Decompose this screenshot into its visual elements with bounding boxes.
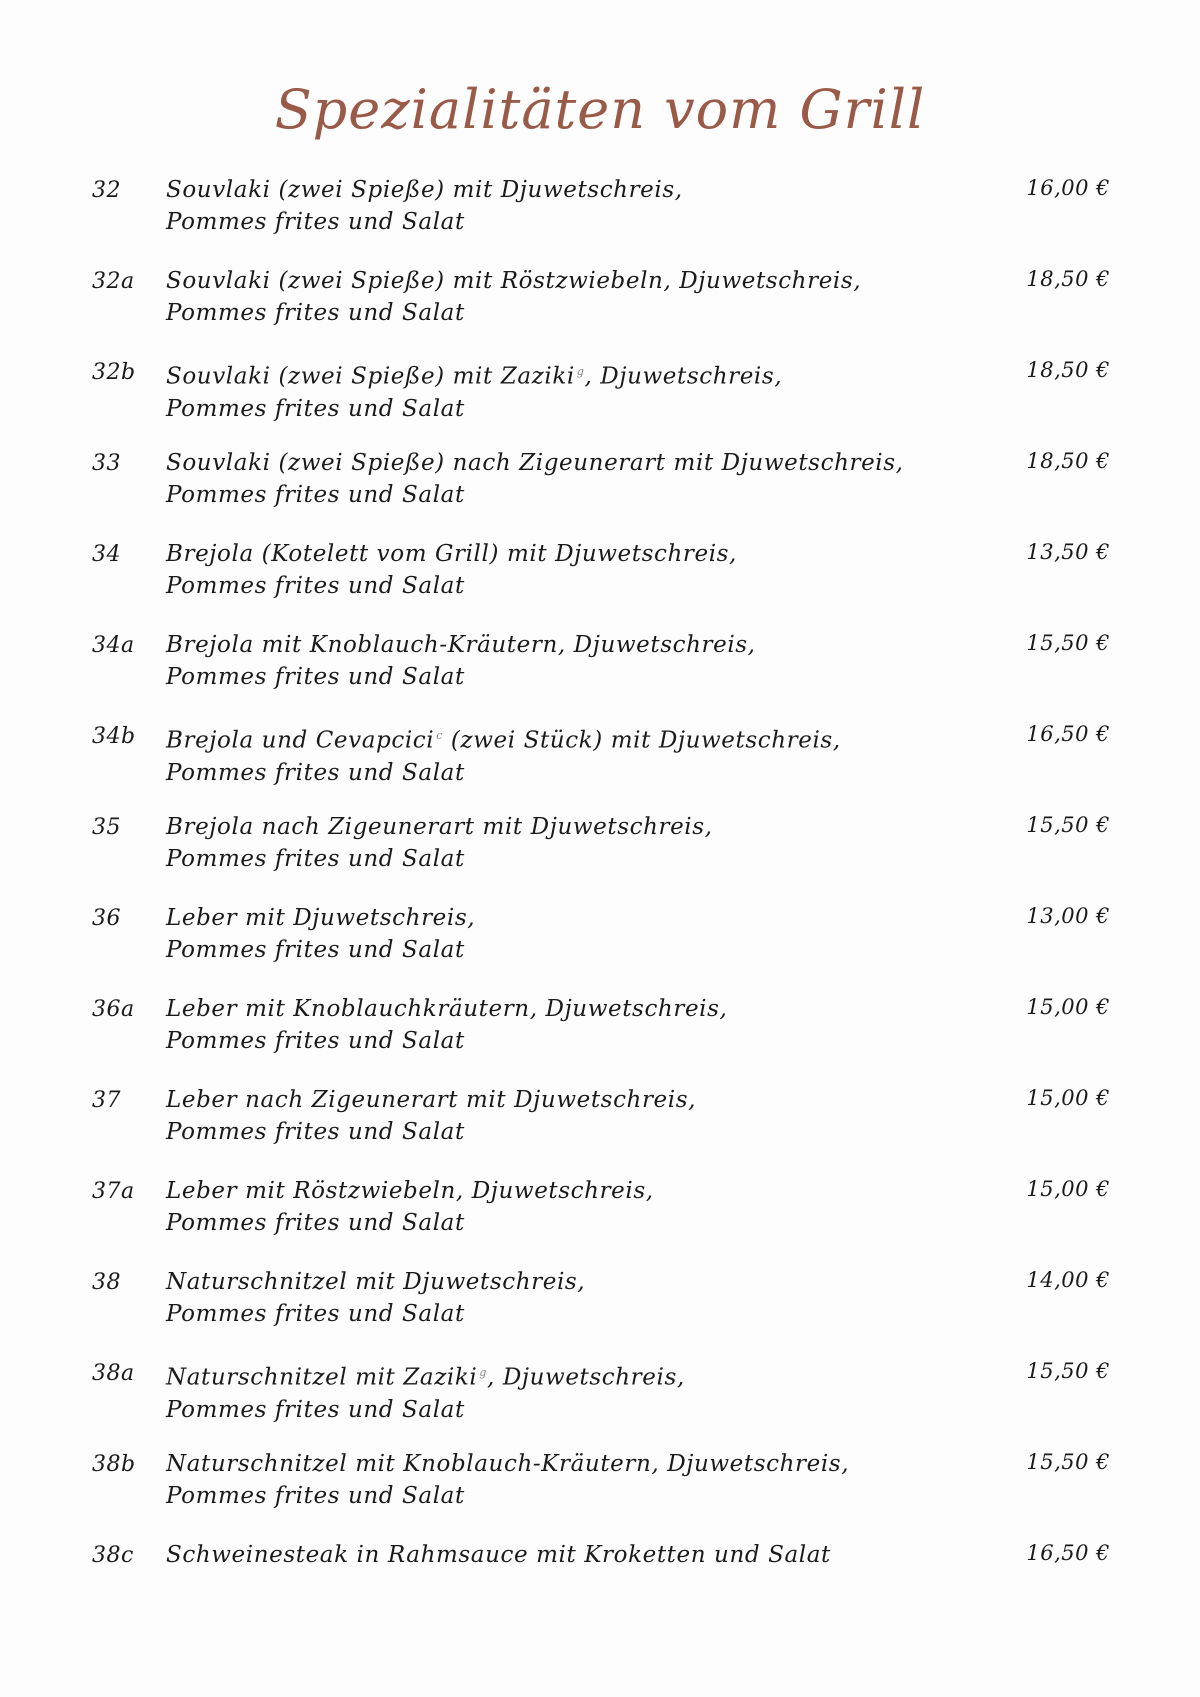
item-text: Leber mit Djuwetschreis, (166, 905, 476, 931)
item-price: 14,00 € (1026, 1268, 1110, 1292)
item-text: Brejola mit Knoblauch-Kräutern, Djuwetschreis, (166, 632, 756, 658)
item-description-line1 (166, 993, 986, 1025)
item-description (166, 1266, 986, 1330)
menu-item (0, 1266, 1200, 1357)
item-price: 15,50 € (1026, 631, 1110, 655)
item-price: 18,50 € (1026, 358, 1110, 382)
item-text: Souvlaki (zwei Spieße) mit Röstzwiebeln, Djuwetschreis, (166, 268, 862, 294)
menu-item (0, 356, 1200, 447)
item-description-line1 (166, 1539, 986, 1571)
item-description-line2: Pommes frites und Salat (166, 664, 465, 690)
item-text-continued: (zwei Stück) mit Djuwetschreis, (443, 727, 841, 754)
item-description (166, 174, 986, 238)
item-description-line1 (166, 174, 986, 206)
item-number: 35 (92, 815, 121, 840)
menu-list (0, 174, 1200, 1630)
item-price: 16,50 € (1026, 1541, 1110, 1565)
item-description (166, 720, 986, 789)
item-description-line2: Pommes frites und Salat (166, 1301, 465, 1327)
item-number: 36 (92, 906, 121, 931)
item-price: 15,50 € (1026, 813, 1110, 837)
item-description (166, 1448, 986, 1512)
item-description-line2: Pommes frites und Salat (166, 1119, 465, 1145)
item-number: 38b (92, 1452, 136, 1477)
item-price: 16,00 € (1026, 176, 1110, 200)
menu-item (0, 902, 1200, 993)
item-text: Souvlaki (zwei Spieße) nach Zigeunerart mit Djuwetschreis, (166, 450, 904, 476)
item-price: 15,50 € (1026, 1450, 1110, 1474)
menu-item (0, 1084, 1200, 1175)
item-description (166, 1175, 986, 1239)
item-text: Naturschnitzel mit Knoblauch-Kräutern, Djuwetschreis, (166, 1451, 850, 1477)
item-price: 16,50 € (1026, 722, 1110, 746)
item-text: Souvlaki (zwei Spieße) mit Zaziki (166, 363, 575, 390)
item-description (166, 993, 986, 1057)
item-price: 15,50 € (1026, 1359, 1110, 1383)
item-description (166, 811, 986, 875)
item-price: 15,00 € (1026, 995, 1110, 1019)
item-price: 18,50 € (1026, 449, 1110, 473)
item-description-line2: Pommes frites und Salat (166, 1396, 465, 1423)
menu-item (0, 538, 1200, 629)
item-description (166, 538, 986, 602)
item-text: Brejola nach Zigeunerart mit Djuwetschreis, (166, 814, 713, 840)
item-text: Brejola und Cevapcici (166, 727, 435, 754)
item-description (166, 1539, 986, 1571)
item-description-line1 (166, 811, 986, 843)
item-description-line2: Pommes frites und Salat (166, 209, 465, 235)
item-description-line2: Pommes frites und Salat (166, 759, 465, 786)
item-number: 32a (92, 269, 135, 294)
item-description-line2: Pommes frites und Salat (166, 482, 465, 508)
item-number: 38 (92, 1270, 121, 1295)
item-description-line1 (166, 902, 986, 934)
item-price: 18,50 € (1026, 267, 1110, 291)
item-description (166, 902, 986, 966)
item-description (166, 1084, 986, 1148)
item-description-line2: Pommes frites und Salat (166, 395, 465, 422)
item-number: 34b (92, 724, 136, 749)
item-description-line1 (166, 447, 986, 479)
menu-item (0, 174, 1200, 265)
item-description-line1 (166, 1175, 986, 1207)
menu-item (0, 993, 1200, 1084)
item-number: 37a (92, 1179, 135, 1204)
page-title: Spezialitäten vom Grill (274, 78, 926, 141)
item-text: Leber mit Röstzwiebeln, Djuwetschreis, (166, 1178, 654, 1204)
item-number: 33 (92, 451, 121, 476)
item-description-line2: Pommes frites und Salat (166, 573, 465, 599)
item-number: 32b (92, 360, 136, 385)
allergen-marker: g (479, 1366, 488, 1379)
item-text: Leber mit Knoblauchkräutern, Djuwetschreis, (166, 996, 728, 1022)
item-text: Naturschnitzel mit Zaziki (166, 1364, 478, 1391)
item-description-line1 (166, 538, 986, 570)
item-text: Souvlaki (zwei Spieße) mit Djuwetschreis, (166, 177, 683, 203)
allergen-marker: g (576, 365, 585, 378)
item-description-line2: Pommes frites und Salat (166, 846, 465, 872)
item-description (166, 447, 986, 511)
item-description (166, 1357, 986, 1426)
item-description-line2: Pommes frites und Salat (166, 1483, 465, 1509)
item-description (166, 356, 986, 425)
item-number: 37 (92, 1088, 121, 1113)
item-description-line1 (166, 265, 986, 297)
item-price: 13,50 € (1026, 540, 1110, 564)
item-number: 34 (92, 542, 121, 567)
menu-item (0, 265, 1200, 356)
item-number: 34a (92, 633, 135, 658)
menu-item (0, 1357, 1200, 1448)
item-number: 32 (92, 178, 121, 203)
item-description-line2: Pommes frites und Salat (166, 1210, 465, 1236)
menu-item (0, 811, 1200, 902)
menu-item (0, 447, 1200, 538)
item-number: 38a (92, 1361, 135, 1386)
item-number: 38c (92, 1543, 134, 1568)
item-description-line1 (166, 1084, 986, 1116)
item-number: 36a (92, 997, 135, 1022)
item-text: Schweinesteak in Rahmsauce mit Kroketten und Salat (166, 1542, 831, 1568)
item-price: 15,00 € (1026, 1177, 1110, 1201)
item-description-line2: Pommes frites und Salat (166, 300, 465, 326)
item-description-line1 (166, 720, 986, 757)
item-description-line1 (166, 629, 986, 661)
item-price: 13,00 € (1026, 904, 1110, 928)
menu-item (0, 720, 1200, 811)
item-text-continued: , Djuwetschreis, (487, 1364, 685, 1391)
allergen-marker: c (436, 729, 444, 742)
menu-item (0, 1448, 1200, 1539)
item-description-line1 (166, 356, 986, 393)
menu-item (0, 629, 1200, 720)
item-price: 15,00 € (1026, 1086, 1110, 1110)
item-description-line1 (166, 1266, 986, 1298)
item-text: Brejola (Kotelett vom Grill) mit Djuwetschreis, (166, 541, 737, 567)
item-description-line2: Pommes frites und Salat (166, 937, 465, 963)
menu-item (0, 1539, 1200, 1630)
item-description-line2: Pommes frites und Salat (166, 1028, 465, 1054)
item-description (166, 265, 986, 329)
item-text-continued: , Djuwetschreis, (584, 363, 783, 390)
item-text: Naturschnitzel mit Djuwetschreis, (166, 1269, 586, 1295)
item-description-line1 (166, 1448, 986, 1480)
menu-item (0, 1175, 1200, 1266)
item-description (166, 629, 986, 693)
item-description-line1 (166, 1357, 986, 1394)
item-text: Leber nach Zigeunerart mit Djuwetschreis, (166, 1087, 697, 1113)
